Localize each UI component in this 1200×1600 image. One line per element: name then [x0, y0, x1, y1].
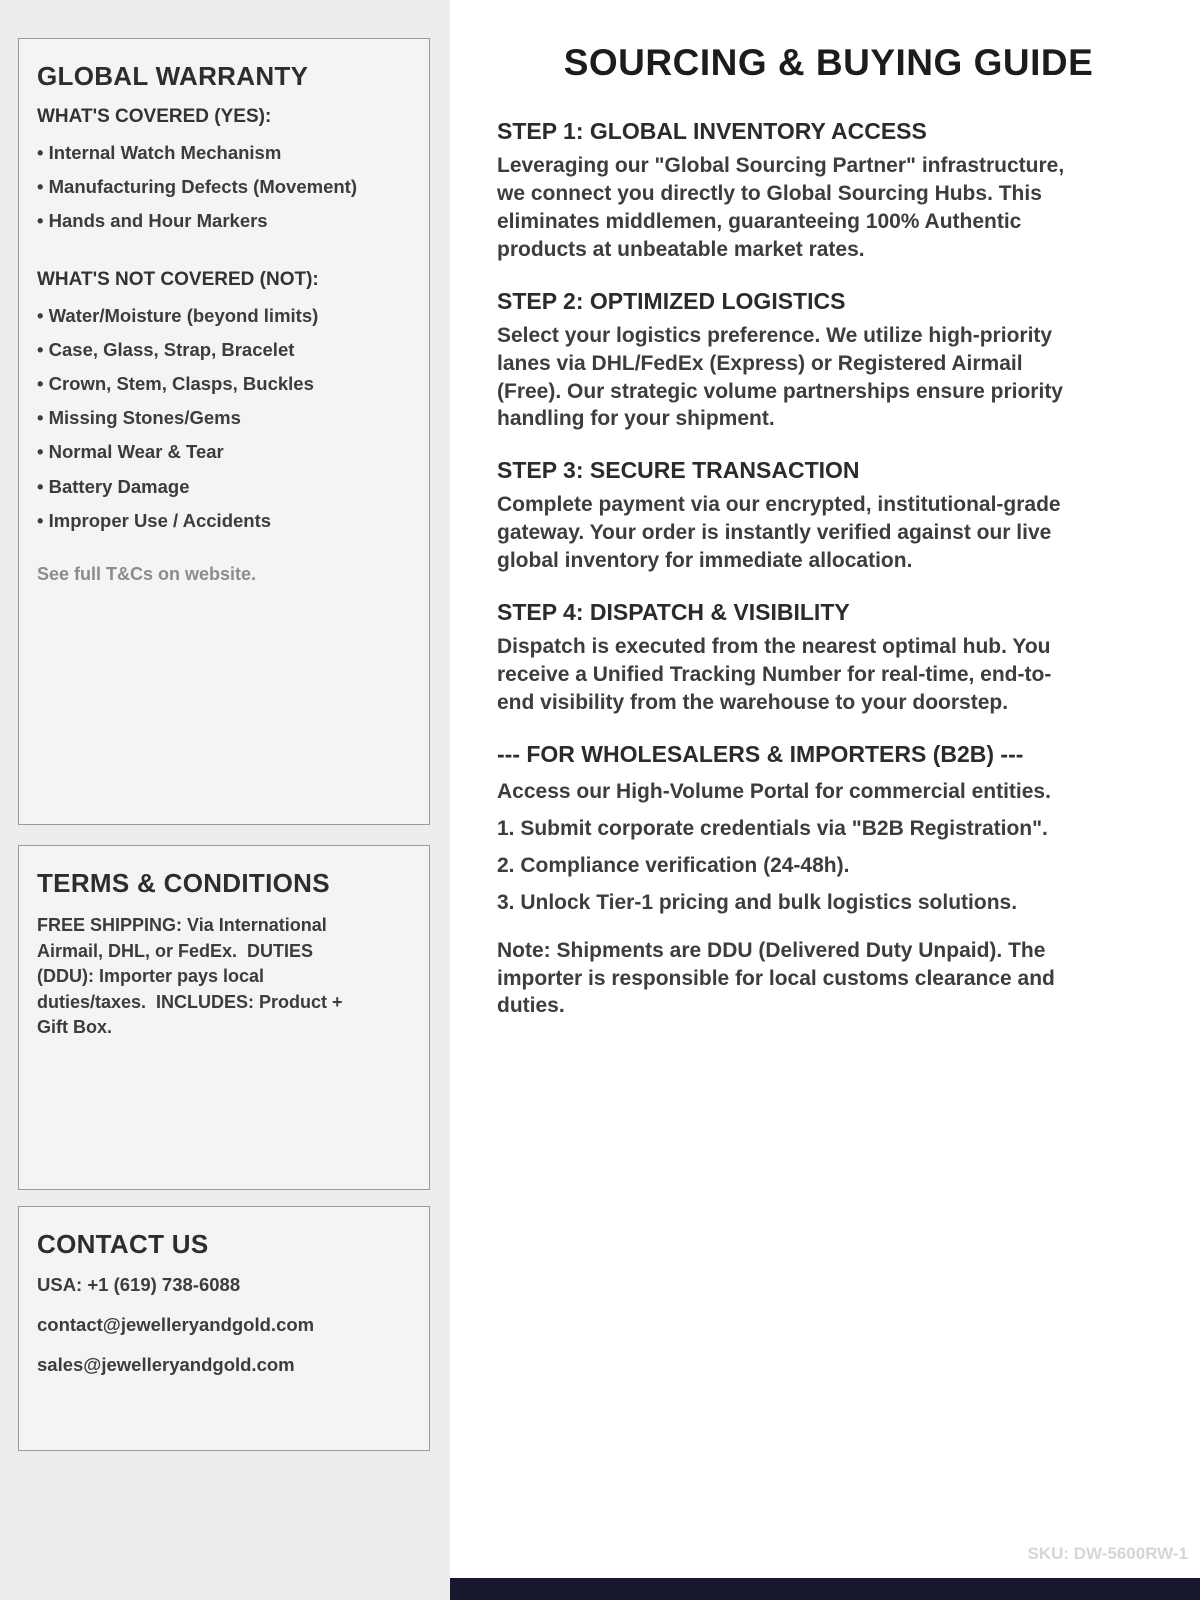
contact-phone: USA: +1 (619) 738-6088	[37, 1274, 241, 1295]
contact-title: CONTACT US	[37, 1229, 209, 1259]
step-2-heading: STEP 2: OPTIMIZED LOGISTICS	[497, 287, 846, 314]
list-item: • Battery Damage	[37, 476, 411, 498]
list-item: • Internal Watch Mechanism	[37, 142, 411, 164]
step-2-body: Select your logistics preference. We utilize high-priority lanes via DHL/FedEx (Express) or Registered Airmail (Free). Our strategic volume partnerships ensure priority handling for your shipment.	[497, 323, 1063, 431]
warranty-title: GLOBAL WARRANTY	[37, 61, 309, 91]
step-1-body: Leveraging our "Global Sourcing Partner" infrastructure, we connect you directly to Global Sourcing Hubs. This eliminates middlemen, guaranteeing 100% Authentic products at unbeatable market rates.	[497, 154, 1065, 261]
warranty-box	[18, 38, 430, 825]
list-item: • Case, Glass, Strap, Bracelet	[37, 339, 411, 361]
b2b-item-1: 1. Submit corporate credentials via "B2B Registration".	[497, 816, 1048, 840]
sku-label: SKU: DW-5600RW-1	[1027, 1544, 1188, 1563]
contact-email-primary: contact@jewelleryandgold.com	[37, 1314, 315, 1335]
step-3	[497, 457, 1087, 575]
list-item: • Improper Use / Accidents	[37, 510, 411, 532]
warranty-not-covered-title: WHAT'S NOT COVERED (NOT):	[37, 268, 319, 290]
terms-title: TERMS & CONDITIONS	[37, 868, 330, 898]
step-1-heading: STEP 1: GLOBAL INVENTORY ACCESS	[497, 118, 927, 144]
warranty-not-covered-list	[37, 305, 411, 532]
step-1	[497, 118, 1087, 264]
list-item: • Water/Moisture (beyond limits)	[37, 305, 411, 327]
contact-email-sales: sales@jewelleryandgold.com	[37, 1354, 295, 1375]
b2b-section	[497, 741, 1087, 1020]
step-4-body: Dispatch is executed from the nearest optimal hub. You receive a Unified Tracking Number for real-time, end-to-end visibility from the warehouse to your doorstep.	[497, 635, 1052, 714]
terms-body: FREE SHIPPING: Via International Airmail, DHL, or FedEx. DUTIES (DDU): Importer pays local duties/taxes. INCLUDES: Product + Gift Box.	[37, 915, 348, 1038]
b2b-heading: --- FOR WHOLESALERS & IMPORTERS (B2B) ---	[497, 740, 1024, 767]
page-title: SOURCING & BUYING GUIDE	[563, 42, 1094, 83]
b2b-item-3: 3. Unlock Tier-1 pricing and bulk logistics solutions.	[497, 890, 1018, 914]
step-4	[497, 599, 1087, 717]
terms-box	[18, 845, 430, 1190]
b2b-note: Note: Shipments are DDU (Delivered Duty Unpaid). The importer is responsible for local customs clearance and duties.	[497, 938, 1055, 1018]
step-3-heading: STEP 3: SECURE TRANSACTION	[497, 457, 860, 484]
list-item: • Hands and Hour Markers	[37, 210, 411, 232]
list-item: • Manufacturing Defects (Movement)	[37, 176, 411, 198]
b2b-item-2: 2. Compliance verification (24-48h).	[497, 853, 850, 877]
b2b-intro: Access our High-Volume Portal for commercial entities.	[497, 779, 1051, 803]
warranty-covered-list	[37, 142, 411, 233]
list-item: • Normal Wear & Tear	[37, 441, 411, 463]
warranty-footnote: See full T&Cs on website.	[37, 563, 257, 584]
step-4-heading: STEP 4: DISPATCH & VISIBILITY	[497, 599, 850, 626]
warranty-covered-title: WHAT'S COVERED (YES):	[37, 106, 272, 127]
list-item: • Missing Stones/Gems	[37, 407, 411, 429]
sidebar	[0, 0, 450, 1600]
bottom-bar	[450, 1578, 1200, 1600]
list-item: • Crown, Stem, Clasps, Buckles	[37, 373, 411, 395]
contact-box	[18, 1206, 430, 1451]
main-content	[450, 0, 1200, 1600]
step-3-body: Complete payment via our encrypted, institutional-grade gateway. Your order is instantly verified against our live global inventory for immediate allocation.	[497, 493, 1061, 573]
step-2	[497, 288, 1087, 434]
